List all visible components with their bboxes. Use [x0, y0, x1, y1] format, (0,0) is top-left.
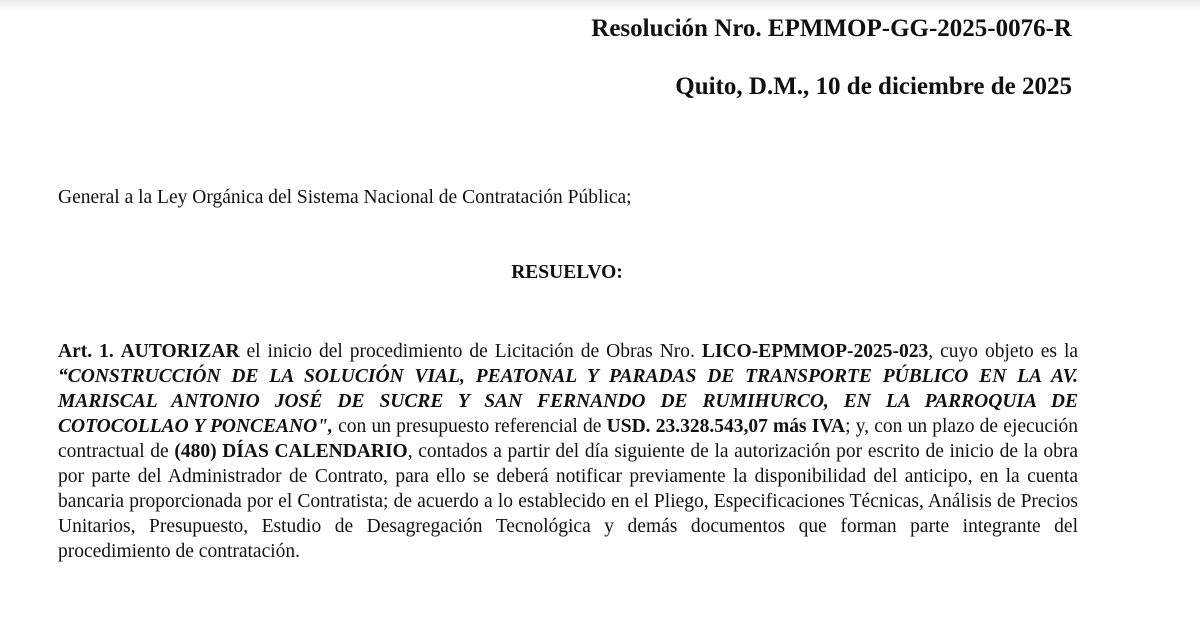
resolution-number: Resolución Nro. EPMMOP-GG-2025-0076-R	[591, 15, 1072, 42]
article-text-4: ; y, con un plazo de ejecución contractual de	[58, 416, 1078, 462]
process-code: LICO-EPMMOP-2025-023	[701, 341, 929, 362]
article-verb: AUTORIZAR	[120, 341, 240, 362]
budget-amount: USD. 23.328.543,07 más IVA	[606, 416, 846, 437]
article-text-3: con un presupuesto referencial de	[332, 416, 607, 437]
place-date: Quito, D.M., 10 de diciembre de 2025	[675, 73, 1072, 100]
article-text-2: , cuyo objeto es la	[928, 341, 1079, 362]
execution-term: (480) DÍAS CALENDARIO	[174, 441, 408, 462]
article-text-5: , contados a partir del día siguiente de la autorización por escrito de inicio de la obra por parte del Administrador de Contrato, para ello se deberá notificar previamente la disponibilidad del anticipo, en la cuenta bancaria proporcionada por el Contratista; de acuerdo a lo establecido en el Pliego, Especificaciones Técnicas, Análisis de Precios Unitarios, Presupuesto, Estudio de Desagregación Tecnológica y demás documentos que forman parte integrante del procedimiento de contratación.	[58, 441, 1078, 562]
article-1-paragraph	[58, 339, 1078, 564]
article-label: Art. 1.	[58, 341, 114, 362]
contract-object: “CONSTRUCCIÓN DE LA SOLUCIÓN VIAL, PEATONAL Y PARADAS DE TRANSPORTE PÚBLICO EN LA AV. MARISCAL ANTONIO JOSÉ DE SUCRE Y SAN FERNANDO DE RUMIHURCO, EN LA PARROQUIA DE COTOCOLLAO Y PONCEANO",	[58, 366, 1078, 437]
resuelvo-heading: RESUELVO:	[511, 262, 623, 283]
article-text-1: el inicio del procedimiento de Licitación de Obras Nro.	[239, 341, 702, 362]
preceding-paragraph-fragment: General a la Ley Orgánica del Sistema Nacional de Contratación Pública;	[58, 187, 632, 208]
